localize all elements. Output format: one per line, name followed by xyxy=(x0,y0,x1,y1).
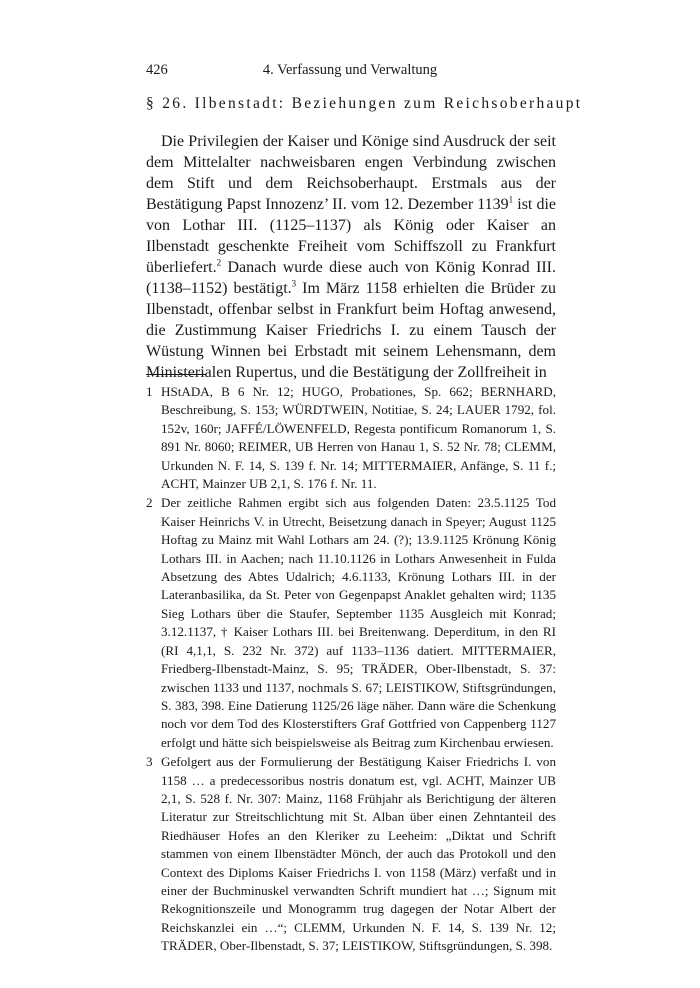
footnote-text: Gefolgert aus der Formulierung der Bestätigung Kaiser Friedrichs I. von 1158 … a predecessoribus nostris donatum est, vgl. ACHT, Mainzer UB 2,1, S. 528 f. Nr. 307: Mainz, 1168 Frühjahr als Berichtigung der älteren Literatur zur Streitschlichtung mit St. Alban über einen Zehntanteil des Riedhäuser Hofes an den Kleriker zu Leeheim: „Diktat und Schrift stammen von einem Ilbenstädter Mönch, der auch das Protokoll und den Context des Diploms Kaiser Friedrichs I. von 1158 (März) verfaßt und in einer der Buchminuskel verwandten Schrift mundiert hat …; Signum mit Rekognitionszeile und Monogramm trug dagegen der Notar Albert der Reichskanzlei ein …“; CLEMM, Urkunden N. F. 14, S. 139 Nr. 12; TRÄDER, Ober-Ilbenstadt, S. 37; LEISTIKOW, Stiftsgründungen, S. 398. xyxy=(161,754,556,954)
footnote-text: HStADA, B 6 Nr. 12; HUGO, Probationes, Sp. 662; BERNHARD, Beschreibung, S. 153; WÜRDTWEIN, Notitiae, S. 24; LAUER 1792, fol. 152v, 160r; JAFFÉ/LÖWENFELD, Regesta pontificum Romanorum 1, S. 891 Nr. 8060; REIMER, UB Herren von Hanau 1, S. 52 Nr. 78; CLEMM, Urkunden N. F. 14, S. 139 f. Nr. 14; MITTERMAIER, Anfänge, S. 11 f.; ACHT, Mainzer UB 2,1, S. 176 f. Nr. 11. xyxy=(161,384,556,492)
footnote xyxy=(146,383,556,493)
body-text-segment: Danach wurde diese auch von König Konrad III. (1138–1152) bestätigt. xyxy=(146,259,556,297)
body-text-segment: ist die von Lothar III. (1125–1137) als König oder Kaiser an Ilbenstadt geschenkte Freiheit vom Schiffszoll zu Frankfurt überliefert. xyxy=(146,196,556,276)
body-text-segment: Die Privilegien der Kaiser und Könige sind Ausdruck der seit dem Mittelalter nachweisbaren engen Verbindung zwischen dem Stift und dem Reichsoberhaupt. Erstmals aus der Bestätigung Papst Innozenz’ II. vom 12. Dezember 1139 xyxy=(146,133,556,213)
footnote-number: 2 xyxy=(146,495,153,511)
body-text-segment: Im März 1158 erhielten die Brüder zu Ilbenstadt, offenbar selbst in Frankfurt beim Hoftag anwesend, die Zustimmung Kaiser Friedrichs I. zu einem Tausch der Wüstung Winnen bei Erbstadt mit seinem Lehensmann, dem Ministerialen Rupertus, und die Bestätigung der Zollfreiheit in xyxy=(146,280,557,381)
footnote-text: Der zeitliche Rahmen ergibt sich aus folgenden Daten: 23.5.1125 Tod Kaiser Heinrichs V. in Utrecht, Beisetzung danach in Speyer; August 1125 Hoftag zu Mainz mit Wahl Lothars am 24. (?); 13.9.1125 Krönung König Lothars III. in Aachen; nach 11.10.1126 in Lothars Anwesenheit in Fulda Absetzung des Abtes Udalrich; 4.6.1133, Krönung Lothars III. in der Lateranbasilika, da St. Peter von Gegenpapst Anaklet gehalten wird; 1135 Sieg Lothars über die Staufer, September 1135 Ausgleich mit Konrad; 3.12.1137, † Kaiser Lothars III. bei Breitenwang. Deperditum, in den RI (RI 4,1,1, S. 232 Nr. 372) auf 1133–1136 datiert. MITTERMAIER, Friedberg-Ilbenstadt-Mainz, S. 95; TRÄDER, Ober-Ilbenstadt, S. 37: zwischen 1133 und 1137, nochmals S. 67; LEISTIKOW, Stiftsgründungen, S. 383, 398. Eine Datierung 1125/26 läge näher. Dann wäre die Schenkung noch vor dem Tod des Klosterstifters Graf Gottfried von Cappenberg 1127 erfolgt und hätte sich beispielsweise als Beitrag zum Kirchenbau erwiesen. xyxy=(161,495,556,750)
footnotes-list xyxy=(146,383,556,957)
footnote-reference[interactable]: 1 xyxy=(508,194,514,205)
footnote xyxy=(146,494,556,752)
section-heading: § 26. Ilbenstadt: Beziehungen zum Reichsoberhaupt xyxy=(146,95,583,112)
body-paragraph xyxy=(146,131,556,383)
running-head: 4. Verfassung und Verwaltung xyxy=(262,62,438,78)
footnote-number: 3 xyxy=(146,754,153,770)
footnote xyxy=(146,753,556,955)
footnote-number: 1 xyxy=(146,384,153,399)
page-number: 426 xyxy=(146,62,168,78)
footnote-reference[interactable]: 2 xyxy=(216,257,222,268)
footnote-reference[interactable]: 3 xyxy=(291,278,297,289)
footnote-divider xyxy=(146,374,206,375)
